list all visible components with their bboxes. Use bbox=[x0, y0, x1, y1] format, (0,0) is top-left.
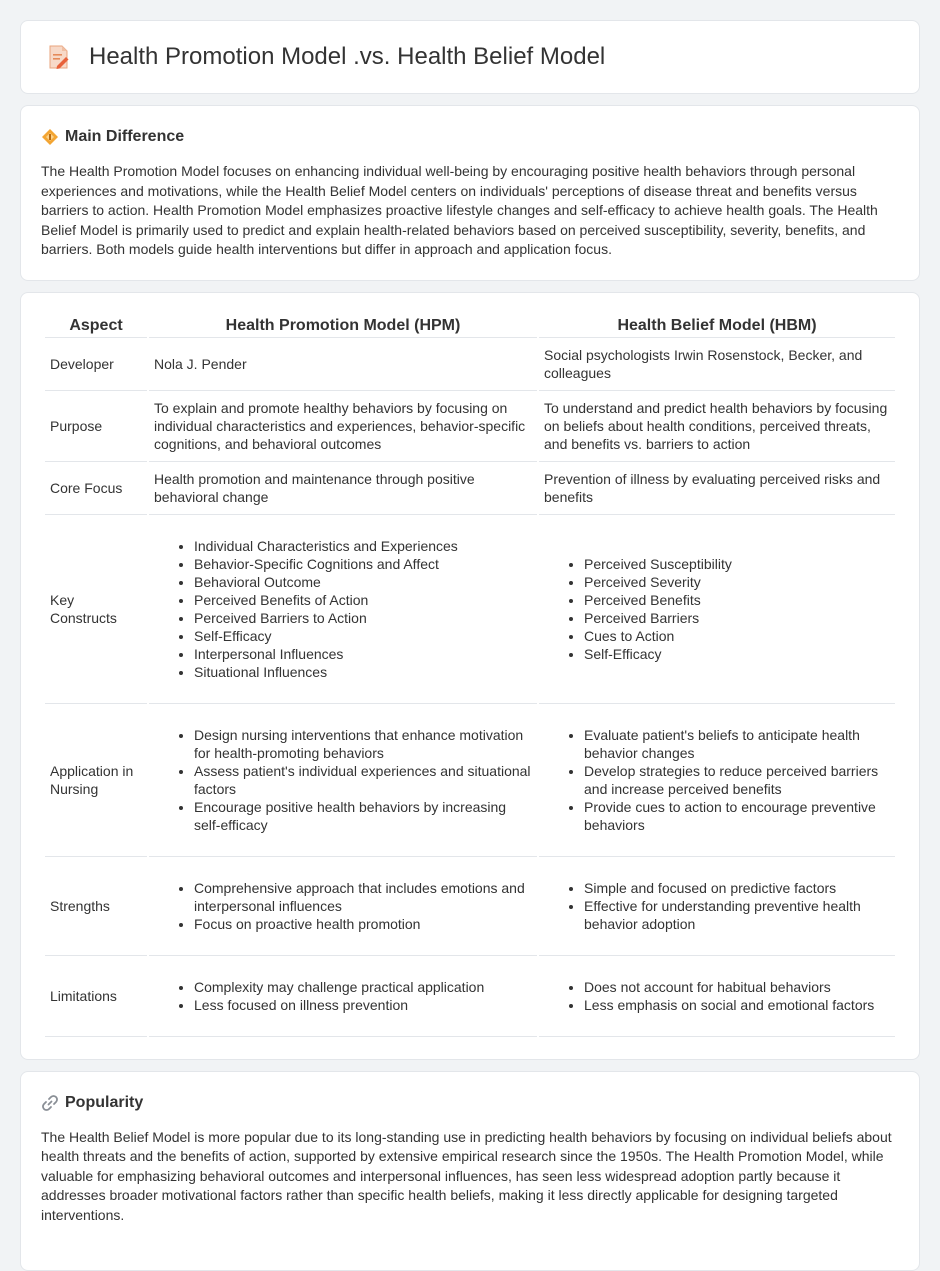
column-header: Health Belief Model (HBM) bbox=[539, 311, 895, 338]
popularity-title: Popularity bbox=[65, 1093, 144, 1111]
aspect-cell: Core Focus bbox=[45, 462, 147, 515]
list-item: • Less focused on illness prevention bbox=[194, 996, 532, 1014]
main-difference-heading bbox=[41, 128, 899, 146]
table-header-row bbox=[45, 311, 895, 338]
popularity-text: The Health Belief Model is more popular due to its long-standing use in predicting health behaviors by focusing on individual beliefs about health threats and the benefits of action, supported by extensive empirical research since the 1950s. The Health Promotion Model, while valuable for emphasizing behavioral outcomes and interpersonal influences, has seen less widespread adoption partly because it addresses broader motivational factors rather than specific health beliefs, making it less directly applicable for designing targeted interventions. bbox=[41, 1128, 892, 1223]
hpm-cell bbox=[149, 857, 537, 956]
popularity-section bbox=[20, 1071, 920, 1271]
list-item: • Comprehensive approach that includes emotions and interpersonal influences bbox=[194, 879, 532, 915]
hpm-list bbox=[154, 726, 532, 834]
comparison-section bbox=[20, 292, 920, 1060]
hpm-cell: Nola J. Pender bbox=[149, 338, 537, 391]
main-difference-section bbox=[20, 105, 920, 281]
hbm-cell: Prevention of illness by evaluating perceived risks and benefits bbox=[539, 462, 895, 515]
column-header: Aspect bbox=[45, 311, 147, 338]
hbm-cell: To understand and predict health behaviors by focusing on beliefs about health conditions, perceived threats, and benefits vs. barriers to action bbox=[539, 391, 895, 462]
list-item: • Complexity may challenge practical application bbox=[194, 978, 532, 996]
hbm-list bbox=[544, 726, 890, 834]
hpm-list bbox=[154, 978, 532, 1014]
list-item: • Less emphasis on social and emotional factors bbox=[584, 996, 890, 1014]
page-title: Health Promotion Model .vs. Health Belief Model bbox=[89, 43, 606, 70]
list-item: • Effective for understanding preventive health behavior adoption bbox=[584, 897, 890, 933]
list-item: • Behavioral Outcome bbox=[194, 573, 532, 591]
aspect-cell: Application in Nursing bbox=[45, 704, 147, 857]
list-item: • Perceived Susceptibility bbox=[584, 555, 890, 573]
main-difference-text: The Health Promotion Model focuses on enhancing individual well-being by encouraging positive health behaviors through personal experiences and motivations, while the Health Belief Model centers on individuals' perceptions of disease threat and benefits versus barriers to action. Health Promotion Model emphasizes proactive lifestyle changes and self-efficacy to achieve health goals. The Health Belief Model is primarily used to predict and explain health-related behaviors based on perceived susceptibility, severity, benefits, and barriers. Both models guide health interventions but differ in approach and application focus. bbox=[41, 163, 878, 257]
hpm-cell bbox=[149, 704, 537, 857]
popularity-heading bbox=[41, 1094, 899, 1112]
hbm-cell bbox=[539, 515, 895, 704]
hbm-cell bbox=[539, 704, 895, 857]
list-item: • Behavior-Specific Cognitions and Affect bbox=[194, 555, 532, 573]
table-row bbox=[45, 857, 895, 956]
list-item: • Perceived Benefits of Action bbox=[194, 591, 532, 609]
main-difference-title: Main Difference bbox=[65, 128, 185, 145]
list-item: • Develop strategies to reduce perceived barriers and increase perceived benefits bbox=[584, 762, 890, 798]
list-item: • Assess patient's individual experiences and situational factors bbox=[194, 762, 532, 798]
list-item: • Perceived Severity bbox=[584, 573, 890, 591]
list-item: • Situational Influences bbox=[194, 663, 532, 681]
list-item: • Cues to Action bbox=[584, 627, 890, 645]
hpm-cell: To explain and promote healthy behaviors by focusing on individual characteristics and experiences, behavior-specific cognitions, and behavioral outcomes bbox=[149, 391, 537, 462]
hpm-cell: Health promotion and maintenance through positive behavioral change bbox=[149, 462, 537, 515]
hpm-list bbox=[154, 879, 532, 933]
table-row bbox=[45, 462, 895, 515]
hbm-list bbox=[544, 555, 890, 663]
aspect-cell: Developer bbox=[45, 338, 147, 391]
table-row bbox=[45, 515, 895, 704]
list-item: • Evaluate patient's beliefs to anticipate health behavior changes bbox=[584, 726, 890, 762]
aspect-cell: Limitations bbox=[45, 956, 147, 1037]
hpm-cell bbox=[149, 956, 537, 1037]
column-header: Health Promotion Model (HPM) bbox=[149, 311, 537, 338]
aspect-cell: Purpose bbox=[45, 391, 147, 462]
hpm-list bbox=[154, 537, 532, 681]
list-item: • Does not account for habitual behaviors bbox=[584, 978, 890, 996]
hbm-list bbox=[544, 978, 890, 1014]
comparison-table bbox=[43, 311, 897, 1037]
hbm-cell bbox=[539, 956, 895, 1037]
table-row bbox=[45, 956, 895, 1037]
list-item: • Perceived Barriers bbox=[584, 609, 890, 627]
table-row bbox=[45, 704, 895, 857]
table-row bbox=[45, 391, 895, 462]
list-item: • Self-Efficacy bbox=[584, 645, 890, 663]
list-item: • Encourage positive health behaviors by increasing self-efficacy bbox=[194, 798, 532, 834]
hbm-cell bbox=[539, 857, 895, 956]
link-icon bbox=[41, 1094, 59, 1112]
table-row bbox=[45, 338, 895, 391]
list-item: • Perceived Barriers to Action bbox=[194, 609, 532, 627]
list-item: • Perceived Benefits bbox=[584, 591, 890, 609]
aspect-cell: Key Constructs bbox=[45, 515, 147, 704]
list-item: • Individual Characteristics and Experiences bbox=[194, 537, 532, 555]
list-item: • Design nursing interventions that enhance motivation for health-promoting behaviors bbox=[194, 726, 532, 762]
hpm-cell bbox=[149, 515, 537, 704]
document-edit-icon bbox=[47, 44, 71, 70]
list-item: • Simple and focused on predictive factors bbox=[584, 879, 890, 897]
header-card bbox=[20, 20, 920, 94]
aspect-cell: Strengths bbox=[45, 857, 147, 956]
diamond-icon bbox=[41, 128, 59, 146]
list-item: • Self-Efficacy bbox=[194, 627, 532, 645]
list-item: • Provide cues to action to encourage preventive behaviors bbox=[584, 798, 890, 834]
list-item: • Focus on proactive health promotion bbox=[194, 915, 532, 933]
hbm-cell: Social psychologists Irwin Rosenstock, Becker, and colleagues bbox=[539, 338, 895, 391]
list-item: • Interpersonal Influences bbox=[194, 645, 532, 663]
hbm-list bbox=[544, 879, 890, 933]
